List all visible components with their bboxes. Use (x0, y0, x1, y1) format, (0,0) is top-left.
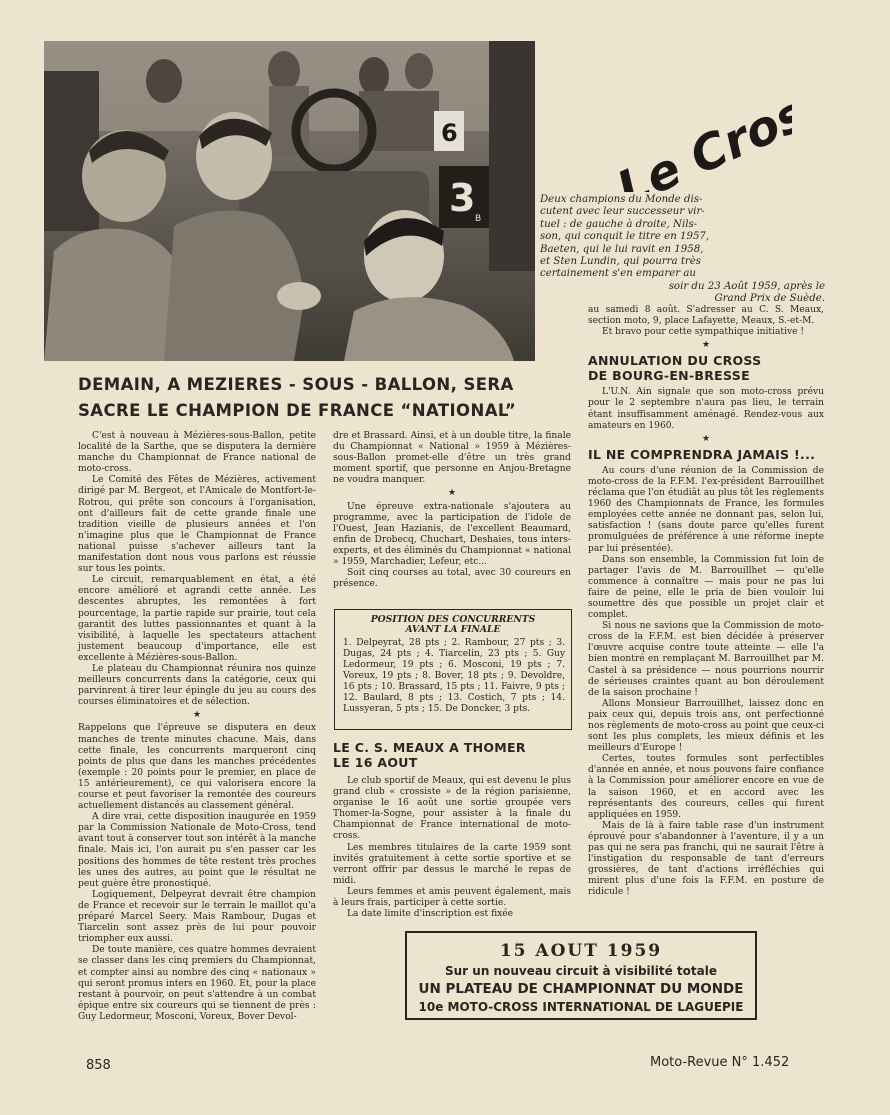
paragraph: Les membres titulaires de la carte 1959 sont invités gratuitement à cette sortie sportive et se verront offrir par dessus le marché le repas de midi. (333, 842, 571, 886)
caption-line: son, qui conquit le titre en 1957, (540, 231, 710, 243)
paragraph: Une épreuve extra-nationale s'ajoutera au programme, avec la participation de l'idole de l'Ouest, Jean Hazianis, de l'excellent Beaumard, enfin de Drobecq, Chuchart, Deshaies, tous inters-experts, et des éliminés du Championnat « national » 1959, Marchadier, Lefeur, etc... (333, 501, 571, 568)
subhead-meaux-line-2: LE 16 AOUT (333, 755, 418, 770)
caption-line: et Sten Lundin, qui pourra très (540, 256, 702, 268)
paragraph: Le plateau du Championnat réunira nos quinze meilleurs concurrents dans la catégorie, ceux qui parvinrent à tirer leur épingle du jeu au cours des courses éliminatoires et de sélection. (78, 663, 316, 708)
paragraph: Allons Monsieur Barrouillhet, laissez donc en paix ceux qui, depuis trois ans, ont perfectionné nos règlements de moto-cross au point que ceux-ci sont les plus complets, les mieux définis et les meilleurs d'Europe ! (588, 698, 824, 754)
paragraph: Mais de là à faire table rase d'un instrument éprouvé pour s'abandonner à l'aventure, il y a un pas qui ne sera pas franchi, qui ne saurait l'être à l'instigation du responsable de tant d'erreurs grossières, de tant d'actions irréfléchies qui mirent plus d'une fois la F.F.M. en posture de ridicule ! (588, 820, 824, 898)
photo-illustration (44, 41, 535, 361)
star-separator: ★ (447, 488, 457, 499)
logo-text: Le Cross (608, 73, 792, 192)
paragraph: La date limite d'inscription est fixée (347, 909, 514, 920)
caption-line: soir du 23 Août 1959, après le (668, 280, 825, 292)
paragraph: dre et Brassard. Ainsi, et à un double titre, la finale du Championnat « National » 1959 à Mézières-sous-Ballon promet-elle d'être un très grand moment sportif, que personne en Anjou-Bretagne ne voudra manquer. (333, 431, 571, 486)
paragraph: Rappelons que l'épreuve se disputera en deux manches de trente minutes chacune. Mais, dans cette finale, les concurrents marqueront cinq points de plus que dans les manches précédentes (exemple : 20 points pour le premier, en place de 15 antérieurement), ce qui valorisera encore la course et peut favoriser la remontée des coureurs actuellement distancés au classement général. (78, 723, 316, 812)
paragraph: Au cours d'une réunion de la Commission de moto-cross de la F.F.M. l'ex-président Barrouillhet réclama que l'on étudiât au plus tôt les règlements 1960 des Championnats de France, les formules employées cette année ne donnant pas, selon lui, satisfaction ! (sans doute parce qu'elles furent promulguées de préférence à une réforme inepte par lui présentée). (588, 465, 824, 554)
subhead-annulation-line-1: ANNULATION DU CROSS (588, 353, 762, 369)
paragraph: Soit cinq courses au total, avec 30 coureurs en présence. (333, 568, 571, 590)
headline-line-2: SACRE LE CHAMPION DE FRANCE “NATIONAL” (78, 401, 517, 420)
paragraph: Leurs femmes et amis peuvent également, mais à leurs frais, participer à cette sortie. (333, 886, 571, 909)
photo-number-6: 6 (441, 119, 458, 147)
paragraph: Logiquement, Delpeyrat devrait être champion de France et recevoir sur le terrain le maillot qu'a préparé Marcel Seery. Mais Rambour, Dugas et Tiarcelin sont assez près de lui pour pouvoir triompher eux aussi. (78, 889, 316, 945)
subhead-meaux-line-1: LE C. S. MEAUX A THOMER (333, 740, 526, 755)
star-separator: ★ (192, 710, 202, 721)
caption-line: Baeten, qui le lui ravit en 1958, (540, 243, 704, 255)
standings-box (334, 609, 572, 730)
photo-number-3: 3 (449, 176, 476, 220)
subhead-comprendra: IL NE COMPRENDRA JAMAIS !... (588, 446, 816, 462)
le-cross-logo (592, 62, 792, 192)
caption-line: Grand Prix de Suède. (714, 293, 825, 305)
article-column-3 (588, 305, 824, 899)
paragraph: Le club sportif de Meaux, qui est devenu le plus grand club « crossiste » de la région parisienne, organise le 16 août une sortie groupée vers Thomer-la-Sogne, pour assister à la finale du Championnat de France international de moto-cross. (333, 776, 571, 842)
article-column-2 (333, 431, 571, 590)
paragraph: Le Comité des Fêtes de Mézières, activement dirigé par M. Bergeot, et l'Amicale de Montfort-le-Rotrou, qui prête son concours à l'organisation, ont d'ailleurs fait de cette grande finale une tradition vieille de plusieurs années et l'on n'imagine plus que le Championnat de France national puisse s'achever ailleurs tant la manifestation dont nous vous parlons est réussie sur tous les points. (78, 475, 316, 575)
star-separator: ★ (701, 340, 711, 351)
ad-line-1: Sur un nouveau circuit à visibilité totale (445, 964, 717, 978)
article-column-2-lower (333, 740, 571, 920)
photo-riders (44, 41, 535, 361)
paragraph: Certes, toutes formules sont perfectibles d'année en année, et nous pouvons faire confiance à la Commission pour améliorer encore en vue de la saison 1960, et en accord avec les représentants des coureurs, celles qui furent appliquées en 1959. (588, 754, 824, 820)
standings-list: 1. Delpeyrat, 28 pts ; 2. Rambour, 27 pts ; 3. Dugas, 24 pts ; 4. Tiarcelin, 23 pts ; 5. Guy Ledormeur, 19 pts ; 6. Mosconi, 19 pts ; 7. Voreux, 19 pts ; 8. Bover, 18 pts ; 9. Devoldre, 16 pts ; 10. Brassard, 15 pts ; 11. Faivre, 9 pts ; 12. Baulard, 8 pts ; 13. Costich, 7 pts ; 14. Lussyeran, 5 pts ; 15. De Doncker, 3 pts. (343, 638, 565, 714)
subhead-annulation (588, 353, 824, 383)
main-headline (78, 372, 548, 424)
photo-caption (540, 194, 825, 306)
paragraph: C'est à nouveau à Mézières-sous-Ballon, petite localité de la Sarthe, que se disputera la dernière manche du Championnat de France national de moto-cross. (78, 431, 316, 475)
page-number: 858 (86, 1058, 111, 1073)
ad-line-3: 10e MOTO-CROSS INTERNATIONAL DE LAGUEPIE (418, 1000, 744, 1014)
paragraph: Si nous ne savions que la Commission de moto-cross de la F.F.M. est bien décidée à préserver l'œuvre acquise contre toute atteinte — elle l'a bien montré en remplaçant M. Barrouillhet par M. Castel à sa présidence — nous pourrions nourrir de sérieuses craintes quant au bon déroulement de la saison prochaine ! (588, 621, 824, 698)
paragraph: L'U.N. Ain signale que son moto-cross prévu pour le 2 septembre n'aura pas lieu, le terrain étant insuffisamment aménagé. Rendez-vous aux amateurs en 1960. (588, 387, 824, 431)
standings-title-line-1: POSITION DES CONCURRENTS (370, 614, 536, 625)
photo-number-b: B (475, 214, 482, 224)
paragraph: A dire vrai, cette disposition inaugurée en 1959 par la Commission Nationale de Moto-Cross, tend avant tout à conserver tout son intérêt à la manche finale. Mais ici, l'on aurait pu s'en passer car les positions des hommes de tête restent très proches les unes des autres, au point que le résultat ne peut guère être pronostiqué. (78, 812, 316, 889)
paragraph: Le circuit, remarquablement en état, a été encore amélioré et agrandi cette année. Les descentes abruptes, les remontées à fort pourcentage, la partie rapide sur prairie, tout cela garantit des luttes passionnantes et quant à la visibilité, à laquelle les spectateurs attachent justement beaucoup d'importance, elle est excellente à Mézières-sous-Ballon. (78, 575, 316, 663)
ad-date: 15 AOUT 1959 (499, 941, 663, 961)
subhead-annulation-line-2: DE BOURG-EN-BRESSE (588, 368, 750, 384)
article-column-1 (78, 431, 316, 1023)
paragraph: au samedi 8 août. S'adresser au C. S. Meaux, section moto, 9, place Lafayette, Meaux, S.-et-M. (588, 305, 824, 327)
magazine-issue: Moto-Revue N° 1.452 (650, 1055, 790, 1070)
caption-line: certainement s'en emparer au (540, 268, 696, 280)
logo-script (592, 62, 792, 192)
standings-title-line-2: AVANT LA FINALE (405, 624, 501, 635)
paragraph: Et bravo pour cette sympathique initiative ! (602, 327, 805, 338)
ad-line-2: UN PLATEAU DE CHAMPIONNAT DU MONDE (418, 981, 744, 997)
paragraph: Dans son ensemble, la Commission fut loin de partager l'avis de M. Barrouillhet — qu'elle commence à connaître — mais pour ne pas lui faire de peine, elle le pria de bien vouloir lui soumettre dès que possible un projet clair et complet. (588, 554, 824, 621)
headline-line-1: DEMAIN, A MEZIERES - SOUS - BALLON, SERA (78, 375, 514, 394)
caption-line: tuel : de gauche à droite, Nils- (540, 218, 698, 230)
standings-title (335, 615, 571, 635)
star-separator: ★ (701, 433, 711, 444)
caption-line: Deux champions du Monde dis- (540, 194, 703, 205)
paragraph: De toute manière, ces quatre hommes devraient se classer dans les cinq premiers du Championnat, et compter ainsi au nombre des cinq « nationaux » qui seront promus inters en 1960. Et, pour la place restant à pourvoir, on peut s'attendre à un combat épique entre six coureurs qui se tiennent de près : Guy Ledormeur, Mosconi, Voreux, Bover Devol- (78, 945, 316, 1022)
laguepie-advertisement (405, 931, 757, 1020)
caption-line: cutent avec leur successeur vir- (540, 206, 705, 218)
subhead-meaux (333, 740, 571, 770)
